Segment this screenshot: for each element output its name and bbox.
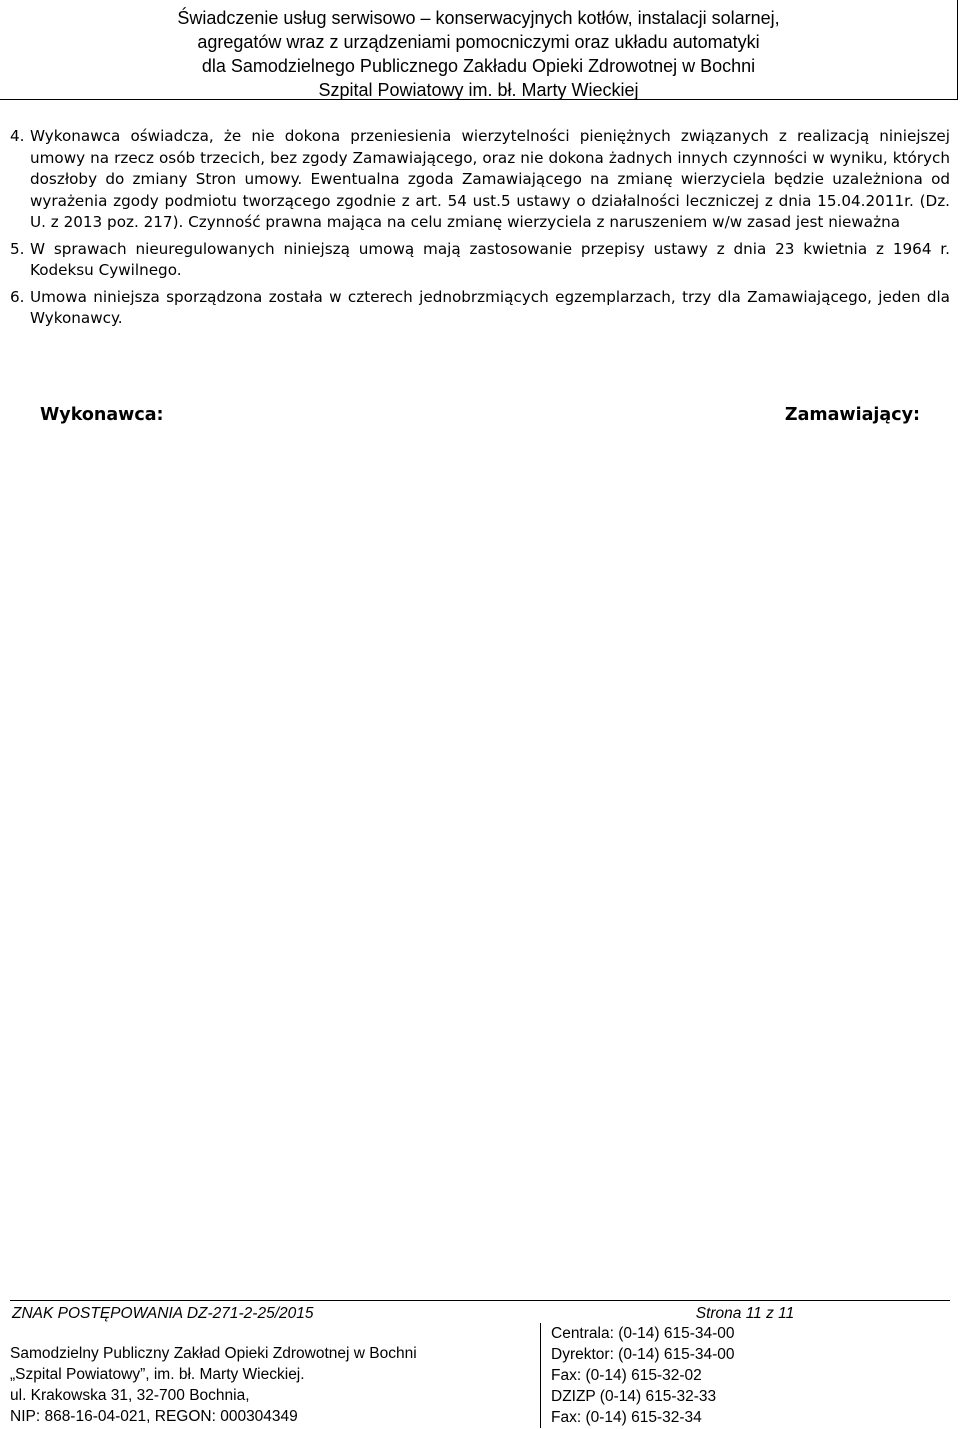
list-item [10, 239, 950, 282]
phone-line: DZIZP (0-14) 615-32-33 [551, 1388, 717, 1405]
footer-top-row [10, 1300, 950, 1323]
phone-line: Fax: (0-14) 615-32-02 [551, 1367, 702, 1384]
header-line: agregatów wraz z urządzeniami pomocniczymi oraz układu automatyki [197, 32, 760, 52]
page-footer [10, 1300, 950, 1428]
item-text: W sprawach nieuregulowanych niniejszą umową mają zastosowanie przepisy ustawy z dnia 23 kwietnia z 1964 r. Kodeksu Cywilnego. [30, 239, 950, 279]
address-line: Samodzielny Publiczny Zakład Opieki Zdrowotnej w Bochni [10, 1345, 417, 1362]
phone-line: Fax: (0-14) 615-32-34 [551, 1409, 702, 1426]
document-body [10, 126, 950, 335]
header-line: Szpital Powiatowy im. bł. Marty Wieckiej [318, 80, 639, 100]
contractor-signature-label: Wykonawca: [40, 405, 164, 425]
item-text: Umowa niniejsza sporządzona została w czterech jednobrzmiących egzemplarzach, trzy dla Zamawiającego, jeden dla Wykonawcy. [30, 287, 950, 327]
header-line: dla Samodzielnego Publicznego Zakładu Opieki Zdrowotnej w Bochni [201, 56, 756, 76]
phone-line: Centrala: (0-14) 615-34-00 [551, 1325, 735, 1342]
address-line: ul. Krakowska 31, 32-700 Bochnia, [10, 1387, 250, 1404]
case-reference: ZNAK POSTĘPOWANIA DZ-271-2-25/2015 [12, 1305, 314, 1322]
footer-address [10, 1323, 540, 1428]
list-item [10, 287, 950, 330]
client-signature-label: Zamawiający: [784, 405, 920, 425]
page-header [0, 0, 958, 100]
item-number: 5. [10, 239, 25, 258]
item-text: Wykonawca oświadcza, że nie dokona przeniesienia wierzytelności pieniężnych związanych z realizacją niniejszej umowy na rzecz osób trzecich, bez zgody Zamawiającego, oraz nie dokona żadnych innych czynności w wyniku, których doszłoby do zmiany Stron umowy. Ewentualna zgoda Zamawiającego na zmianę wierzyciela będzie uzależniona od wyrażenia zgody podmiotu tworzącego zgodnie z art. 54 ust.5 ustawy o działalności leczniczej z dnia 15.04.2011r. (Dz. U. z 2013 poz. 217). Czynność prawna mająca na celu zmianę wierzyciela z naruszeniem w/w zasad jest nieważna [30, 127, 950, 231]
page-number: Strona 11 z 11 [695, 1305, 795, 1322]
phone-line: Dyrektor: (0-14) 615-34-00 [551, 1346, 735, 1363]
list-item [10, 126, 950, 234]
footer-phones [540, 1323, 950, 1428]
footer-contact [10, 1323, 950, 1428]
header-line: Świadczenie usług serwisowo – konserwacyjnych kotłów, instalacji solarnej, [177, 8, 780, 28]
item-number: 4. [10, 127, 25, 145]
address-line: NIP: 868-16-04-021, REGON: 000304349 [10, 1408, 298, 1425]
address-line: „Szpital Powiatowy”, im. bł. Marty Wieckiej. [10, 1366, 305, 1383]
item-number: 6. [10, 287, 25, 306]
